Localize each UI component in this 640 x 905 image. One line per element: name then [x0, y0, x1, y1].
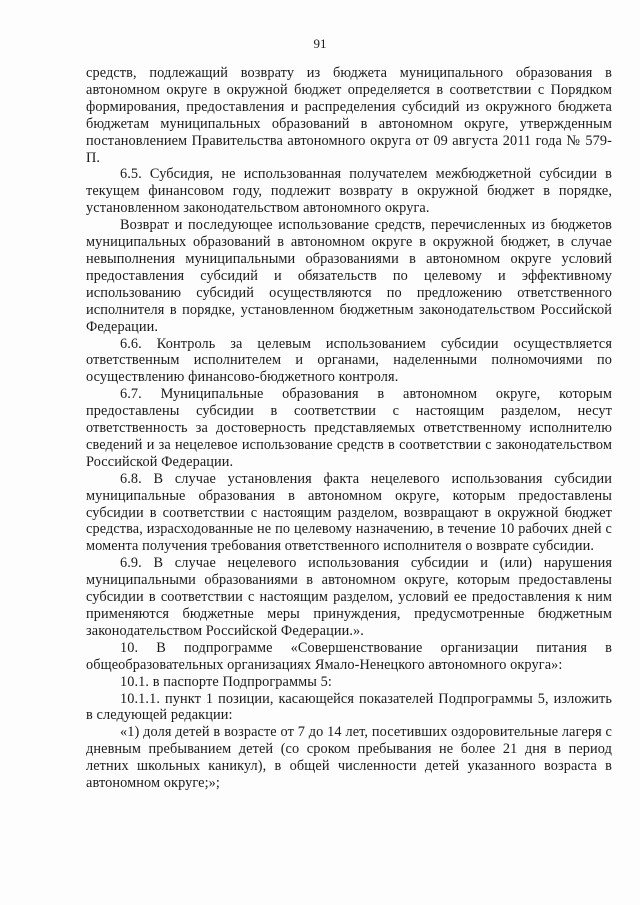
document-body	[86, 65, 612, 792]
paragraph-10: 10. В подпрограмме «Совершенствование организации питания в общеобразовательных организациях Ямало-Ненецкого автономного округа»:	[86, 639, 612, 673]
paragraph-10-1: 10.1. в паспорте Подпрограммы 5:	[120, 673, 332, 690]
paragraph-return-usage: Возврат и последующее использование средств, перечисленных из бюджетов муниципальных образований в автономном округе в окружной бюджет, в случае невыполнения муниципальными образованиями в автономном округе условий предоставления субсидий и обязательств по целевому и эффективному использованию субсидий осуществляются по предложению ответственного исполнителя в порядке, установленном бюджетным законодательством Российской Федерации.	[86, 217, 612, 335]
paragraph-quote-1: «1) доля детей в возрасте от 7 до 14 лет, посетивших оздоровительные лагеря с дневным пребыванием детей (со сроком пребывания не более 21 дня в период летних школьных каникул), в общей численности детей указанного возраста в автономном округе;»;	[86, 724, 612, 792]
paragraph-6-8: 6.8. В случае установления факта нецелевого использования субсидии муниципальные образования в автономном округе, которым предоставлены субсидии в соответствии с настоящим разделом, возвращают в окружной бюджет средства, израсходованные не по целевому назначению, в течение 10 рабочих дней с момента получения требования ответственного исполнителя о возврате субсидии.	[86, 470, 612, 555]
paragraph-6-7: 6.7. Муниципальные образования в автономном округе, которым предоставлены субсидии в соответствии с настоящим разделом, несут ответственность за достоверность представляемых ответственному исполнителю сведений и за нецелевое использование средств в соответствии с законодательством Российской Федерации.	[86, 386, 612, 470]
paragraph-6-6: 6.6. Контроль за целевым использованием субсидии осуществляется ответственным исполнителем и органами, наделенными полномочиями по осуществлению финансово-бюджетного контроля.	[86, 335, 612, 386]
paragraph-return-funds: средств, подлежащий возврату из бюджета муниципального образования в автономном округе в окружной бюджет определяется в соответствии с Порядком формирования, предоставления и распределения субсидий из окружного бюджета бюджетам муниципальных образований в автономном округе, утвержденным постановлением Правительства автономного округа от 09 августа 2011 года № 579-П.	[86, 65, 612, 166]
paragraph-6-9: 6.9. В случае нецелевого использования субсидии и (или) нарушения муниципальными образованиями в автономном округе, которым предоставлены субсидии в соответствии с настоящим разделом, условий ее предоставления к ним применяются бюджетные меры принуждения, предусмотренные бюджетным законодательством Российской Федерации.».	[86, 555, 612, 639]
page-number: 91	[313, 36, 327, 51]
paragraph-10-1-1: 10.1.1. пункт 1 позиции, касающейся показателей Подпрограммы 5, изложить в следующей редакции:	[86, 690, 612, 724]
paragraph-6-5: 6.5. Субсидия, не использованная получателем межбюджетной субсидии в текущем финансовом году, подлежит возврату в окружной бюджет в порядке, установленном законодательством автономного округа.	[86, 166, 612, 217]
